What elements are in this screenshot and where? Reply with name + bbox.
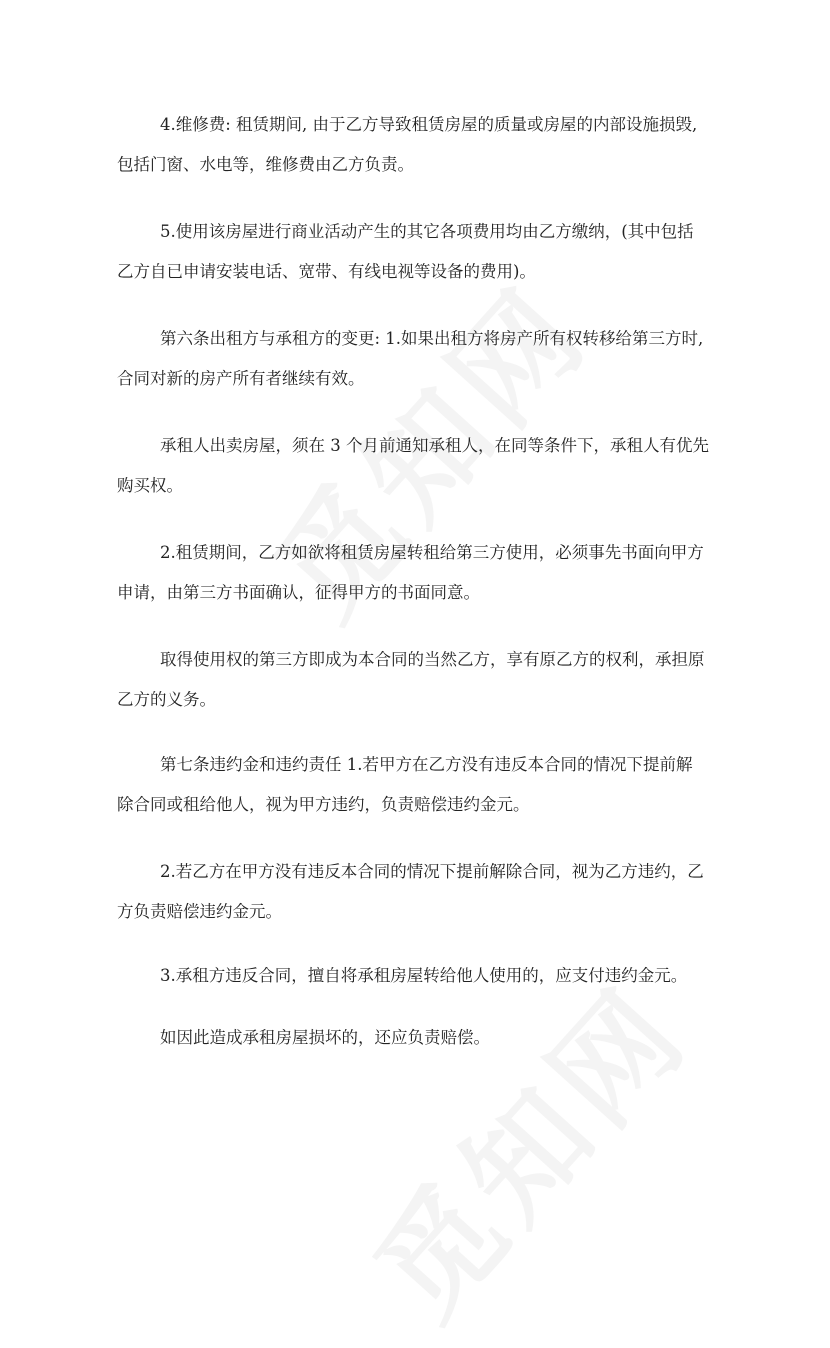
paragraph-line: 5.使用该房屋进行商业活动产生的其它各项费用均由乙方缴纳，(其中包括 xyxy=(160,222,694,241)
paragraph-line: 4.维修费: 租赁期间, 由于乙方导致租赁房屋的质量或房屋的内部设施损毁, xyxy=(160,115,698,134)
paragraph-right-of-first-refusal xyxy=(117,426,720,506)
paragraph-line: 2.若乙方在甲方没有违反本合同的情况下提前解除合同，视为乙方违约，乙 xyxy=(160,862,704,881)
paragraph-tenant-breach xyxy=(117,852,720,932)
paragraph-line: 第七条违约金和违约责任 1.若甲方在乙方没有违反本合同的情况下提前解 xyxy=(160,755,693,774)
paragraph-line: 合同对新的房产所有者继续有效。 xyxy=(117,369,365,388)
paragraph-maintenance-fee xyxy=(117,105,720,185)
paragraph-other-fees xyxy=(117,212,720,292)
paragraph-line: 方负责赔偿违约金元。 xyxy=(117,902,282,921)
paragraph-line: 承租人出卖房屋，须在 3 个月前通知承租人，在同等条件下，承租人有优先 xyxy=(160,436,709,455)
watermark xyxy=(331,944,720,1348)
paragraph-sublease xyxy=(117,533,720,613)
paragraph-line: 如因此造成承租房屋损坏的，还应负责赔偿。 xyxy=(160,1028,490,1047)
paragraph-article-six xyxy=(117,319,720,399)
paragraph-line: 3.承租方违反合同，擅自将承租房屋转给他人使用的，应支付违约金元。 xyxy=(160,966,688,985)
paragraph-line: 申请，由第三方书面确认，征得甲方的书面同意。 xyxy=(117,583,480,602)
paragraph-line: 2.租赁期间，乙方如欲将租赁房屋转租给第三方使用，必须事先书面向甲方 xyxy=(160,543,704,562)
paragraph-unauthorized-transfer xyxy=(160,956,720,996)
paragraph-line: 除合同或租给他人，视为甲方违约，负责赔偿违约金元。 xyxy=(117,795,530,814)
paragraph-line: 购买权。 xyxy=(117,476,183,495)
paragraph-line: 乙方自已申请安装电话、宽带、有线电视等设备的费用)。 xyxy=(117,262,536,281)
paragraph-line: 第六条出租方与承租方的变更: 1.如果出租方将房产所有权转移给第三方时, xyxy=(160,329,704,348)
paragraph-article-seven xyxy=(117,745,720,825)
paragraph-damage-compensation xyxy=(160,1018,720,1058)
paragraph-third-party-rights xyxy=(117,640,720,720)
paragraph-line: 取得使用权的第三方即成为本合同的当然乙方，享有原乙方的权利，承担原 xyxy=(160,650,705,669)
paragraph-line: 包括门窗、水电等，维修费由乙方负责。 xyxy=(117,155,414,174)
paragraph-line: 乙方的义务。 xyxy=(117,690,216,709)
